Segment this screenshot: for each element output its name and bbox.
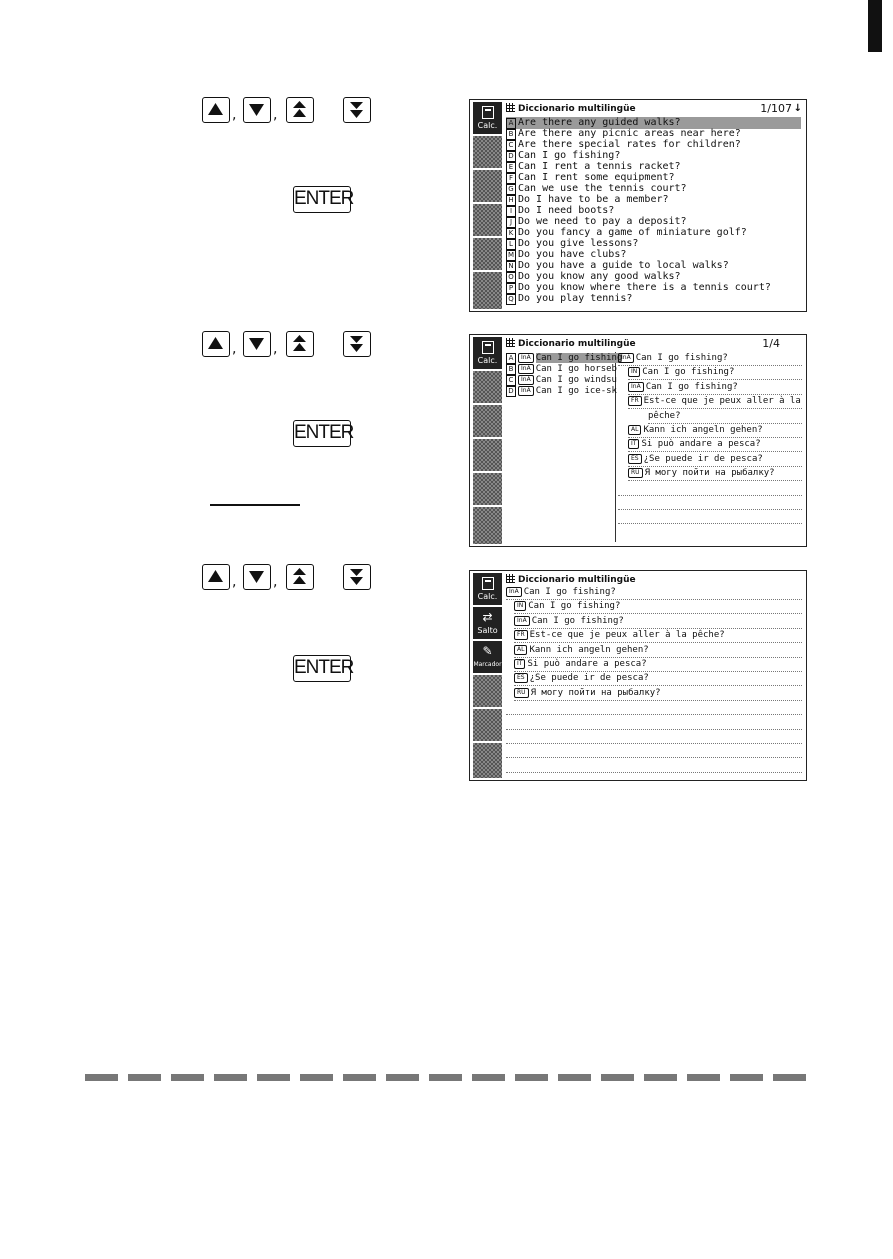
dash-segment xyxy=(128,1074,161,1081)
screen-title: Diccionario multilingüe xyxy=(518,104,636,114)
calculator-icon xyxy=(482,106,494,119)
screen-phrase-list xyxy=(469,99,807,312)
calc-button[interactable]: Calc. xyxy=(473,573,502,605)
item-text: Can I rent some equipment? xyxy=(518,172,675,183)
translation-text: Can I go fishing? xyxy=(523,587,616,597)
item-text: Can I go ice-sk xyxy=(535,386,617,396)
translation-row[interactable] xyxy=(514,600,802,614)
dash-segment xyxy=(257,1074,290,1081)
empty-line xyxy=(506,759,802,773)
sidebar-blank xyxy=(473,170,502,202)
translation-text: pêche? xyxy=(648,410,681,421)
item-text: Can I go fishing? xyxy=(518,150,621,161)
translation-row[interactable] xyxy=(514,687,802,701)
screen-sidebar xyxy=(473,102,502,309)
language-tag: InA xyxy=(514,616,530,626)
translation-text: Can I go fishing? xyxy=(635,353,728,363)
double-down-arrow-icon xyxy=(343,97,371,123)
double-down-arrow-icon xyxy=(343,331,371,357)
item-letter: J xyxy=(506,217,516,228)
salto-button[interactable]: ⇄ Salto xyxy=(473,607,502,639)
translation-row[interactable] xyxy=(514,615,802,629)
language-tag: AL xyxy=(628,425,641,435)
page-indicator: 1/107 xyxy=(760,102,792,115)
translation-row[interactable] xyxy=(514,644,802,658)
translation-text: Can I go fishing? xyxy=(645,381,738,392)
item-letter: G xyxy=(506,184,516,195)
translation-row[interactable] xyxy=(514,629,802,643)
item-letter: B xyxy=(506,364,516,375)
empty-line xyxy=(618,510,802,524)
item-text: Are there any guided walks? xyxy=(518,117,681,128)
item-text: Do you have a guide to local walks? xyxy=(518,260,729,271)
translation-row[interactable] xyxy=(628,424,802,438)
translation-row[interactable] xyxy=(628,381,802,395)
item-text: Can I go fishing xyxy=(535,353,623,363)
language-tag: IT xyxy=(628,439,639,449)
translation-text: Can I go fishing? xyxy=(528,601,621,612)
separator: , xyxy=(232,107,237,123)
sidebar-blank xyxy=(473,709,502,741)
double-up-arrow-icon xyxy=(286,564,314,590)
language-tag: RU xyxy=(514,688,529,698)
sidebar-blank xyxy=(473,238,502,270)
screen-title: Diccionario multilingüe xyxy=(518,339,636,349)
item-letter: C xyxy=(506,375,516,386)
translation-row[interactable] xyxy=(506,586,802,600)
screen-header xyxy=(506,102,802,116)
dash-segment xyxy=(386,1074,419,1081)
calc-button[interactable]: Calc. xyxy=(473,337,502,369)
dash-segment xyxy=(343,1074,376,1081)
dash-segment xyxy=(171,1074,204,1081)
translation-text: Я могу пойти на рыбалку? xyxy=(530,687,661,698)
scroll-down-indicator: ↓ xyxy=(793,103,802,114)
screen-header xyxy=(506,573,802,587)
item-text: Do you have clubs? xyxy=(518,249,627,260)
language-tag: InA xyxy=(518,364,534,374)
empty-line xyxy=(618,496,802,510)
item-text: Do you fancy a game of miniature golf? xyxy=(518,227,747,238)
down-arrow-icon xyxy=(243,564,271,590)
item-text: Are there any picnic areas near here? xyxy=(518,128,741,139)
item-letter: P xyxy=(506,283,516,294)
separator: , xyxy=(273,107,278,123)
item-text: Are there special rates for children? xyxy=(518,139,741,150)
language-tag: IT xyxy=(514,659,525,669)
language-tag: FR xyxy=(628,396,642,406)
item-letter: B xyxy=(506,129,516,140)
dash-segment xyxy=(558,1074,591,1081)
up-arrow-icon xyxy=(202,97,230,123)
dash-segment xyxy=(601,1074,634,1081)
item-letter: A xyxy=(506,353,516,364)
translation-row[interactable] xyxy=(628,366,802,380)
dash-segment xyxy=(515,1074,548,1081)
translation-text: Kann ich angeln gehen? xyxy=(529,644,649,655)
screen-sidebar xyxy=(473,573,502,778)
sidebar-blank xyxy=(473,405,502,437)
dictionary-icon xyxy=(506,574,515,583)
enter-key: ENTER xyxy=(293,655,351,682)
translation-text: Si può andare a pesca? xyxy=(527,659,647,669)
translation-text: Я могу пойти на рыбалку? xyxy=(644,468,775,479)
separator: , xyxy=(273,574,278,590)
item-letter: I xyxy=(506,206,516,217)
item-letter: N xyxy=(506,261,516,272)
item-text: Can I rent a tennis racket? xyxy=(518,161,681,172)
item-text: Do you know any good walks? xyxy=(518,271,681,282)
sidebar-blank xyxy=(473,675,502,707)
language-tag: InA xyxy=(518,353,534,363)
translation-row[interactable] xyxy=(648,410,802,424)
enter-key: ENTER xyxy=(293,186,351,213)
item-text: Do you give lessons? xyxy=(518,238,639,249)
dash-segment xyxy=(214,1074,247,1081)
empty-line xyxy=(506,701,802,715)
double-down-arrow-icon xyxy=(343,564,371,590)
translation-row[interactable] xyxy=(628,438,802,452)
dash-segment xyxy=(85,1074,118,1081)
item-letter: E xyxy=(506,162,516,173)
translation-text: ¿Se puede ir de pesca? xyxy=(529,673,649,684)
double-up-arrow-icon xyxy=(286,331,314,357)
translation-text: Can I go fishing? xyxy=(642,367,735,378)
empty-line xyxy=(506,744,802,758)
translation-row[interactable] xyxy=(514,672,802,686)
empty-line xyxy=(506,716,802,730)
translation-text: Si può andare a pesca? xyxy=(641,439,761,450)
item-letter: K xyxy=(506,228,516,239)
translation-text: Est-ce que je peux aller à la xyxy=(643,396,801,407)
translation-row[interactable] xyxy=(628,453,802,467)
double-up-arrow-icon xyxy=(286,97,314,123)
down-arrow-icon xyxy=(243,331,271,357)
dash-segment xyxy=(429,1074,462,1081)
calculator-icon xyxy=(482,341,494,354)
item-text: Can I go windsu xyxy=(535,375,617,385)
item-text: Do we need to pay a deposit? xyxy=(518,216,687,227)
list-item[interactable] xyxy=(506,353,623,364)
language-tag: InA xyxy=(506,587,522,597)
dash-segment xyxy=(730,1074,763,1081)
language-tag: AL xyxy=(514,645,527,655)
screen-sidebar xyxy=(473,337,502,544)
item-letter: F xyxy=(506,173,516,184)
page-indicator: 1/4 xyxy=(762,337,780,350)
translation-text: Kann ich angeln gehen? xyxy=(643,425,763,435)
translation-text: Est-ce que je peux aller à la pêche? xyxy=(529,630,725,641)
dash-segment xyxy=(472,1074,505,1081)
sidebar-blank xyxy=(473,136,502,168)
language-tag: ES xyxy=(514,673,528,683)
sidebar-blank xyxy=(473,439,502,471)
item-letter: A xyxy=(506,118,516,129)
screen-header xyxy=(506,337,802,351)
item-text: Do I need boots? xyxy=(518,205,615,216)
item-letter: D xyxy=(506,151,516,162)
language-tag: RU xyxy=(628,468,643,478)
dash-segment xyxy=(300,1074,333,1081)
empty-line xyxy=(618,482,802,496)
item-letter: D xyxy=(506,386,516,397)
screen-phrase-translations xyxy=(469,334,807,547)
item-text: Do I have to be a member? xyxy=(518,194,669,205)
translation-row[interactable] xyxy=(628,395,802,409)
dictionary-icon xyxy=(506,338,515,347)
sidebar-blank xyxy=(473,473,502,505)
language-tag: InA xyxy=(518,375,534,385)
sidebar-blank xyxy=(473,204,502,236)
dash-segment xyxy=(644,1074,677,1081)
calc-button[interactable]: Calc. xyxy=(473,102,502,134)
list-item[interactable] xyxy=(506,364,617,375)
language-tag: InA xyxy=(518,386,534,396)
screen-title: Diccionario multilingüe xyxy=(518,575,636,585)
translation-row[interactable] xyxy=(618,352,802,366)
item-letter: Q xyxy=(506,294,516,305)
item-text: Can I go horseb xyxy=(535,364,617,374)
translation-row[interactable] xyxy=(628,467,802,481)
list-item[interactable] xyxy=(506,293,801,305)
language-tag: IN xyxy=(514,601,526,611)
item-letter: O xyxy=(506,272,516,283)
item-text: Do you play tennis? xyxy=(518,293,633,304)
dictionary-icon xyxy=(506,103,515,112)
calculator-icon xyxy=(482,577,494,590)
sidebar-blank xyxy=(473,371,502,403)
translation-text: Can I go fishing? xyxy=(531,615,624,626)
list-item[interactable] xyxy=(506,375,617,386)
up-arrow-icon xyxy=(202,564,230,590)
item-letter: C xyxy=(506,140,516,151)
sidebar-blank xyxy=(473,743,502,778)
separator: , xyxy=(232,574,237,590)
down-arrow-icon xyxy=(243,97,271,123)
language-tag: InA xyxy=(618,353,634,363)
list-item[interactable] xyxy=(506,386,617,397)
language-tag: InA xyxy=(628,382,644,392)
item-letter: L xyxy=(506,239,516,250)
item-letter: H xyxy=(506,195,516,206)
sidebar-blank xyxy=(473,507,502,544)
separator: , xyxy=(273,341,278,357)
sidebar-blank xyxy=(473,272,502,309)
underline-rule xyxy=(210,504,300,506)
item-text: Do you know where there is a tennis court? xyxy=(518,282,771,293)
dash-segment xyxy=(687,1074,720,1081)
screen-translation-detail xyxy=(469,570,807,781)
item-letter: M xyxy=(507,251,515,259)
language-tag: IN xyxy=(628,367,640,377)
item-text: Can we use the tennis court? xyxy=(518,183,687,194)
enter-key: ENTER xyxy=(293,420,351,447)
up-arrow-icon xyxy=(202,331,230,357)
separator: , xyxy=(232,341,237,357)
jump-icon: ⇄ xyxy=(482,610,493,624)
language-tag: ES xyxy=(628,454,642,464)
page-edge-marker xyxy=(868,0,882,52)
dash-segment xyxy=(773,1074,806,1081)
translation-text: ¿Se puede ir de pesca? xyxy=(643,453,763,464)
language-tag: FR xyxy=(514,630,528,640)
marker-pen-icon: ✎ xyxy=(482,644,493,658)
translation-row[interactable] xyxy=(514,658,802,672)
marcador-button[interactable]: ✎ Marcador xyxy=(473,641,502,673)
empty-line xyxy=(506,730,802,744)
